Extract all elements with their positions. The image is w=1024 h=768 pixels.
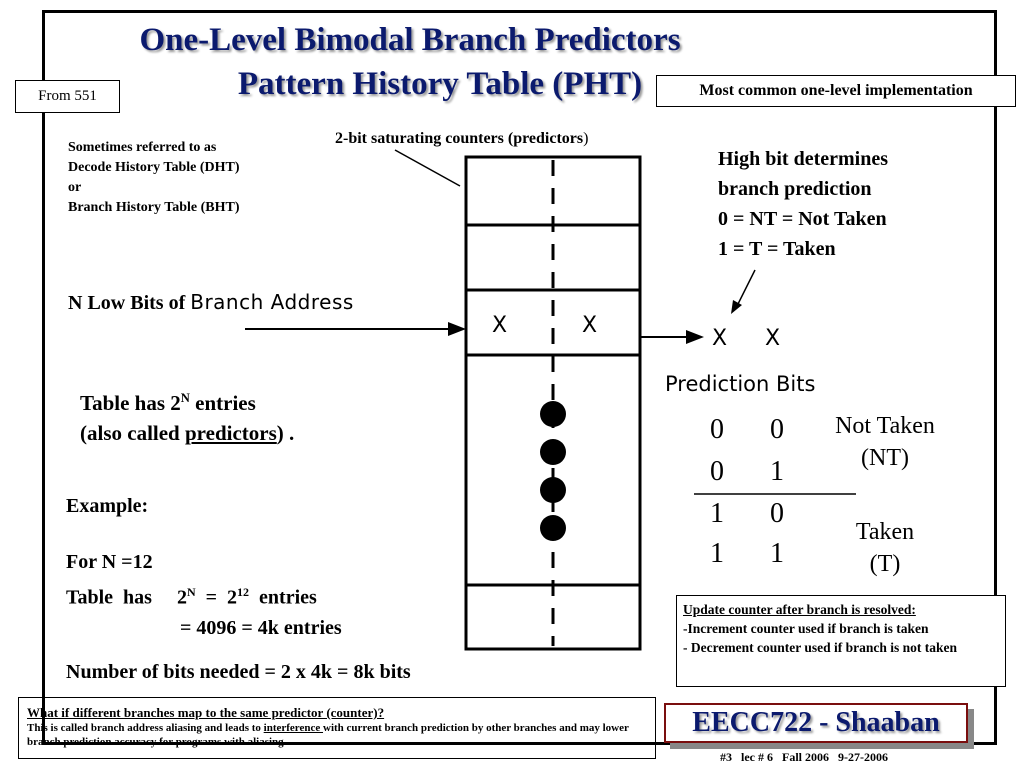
example-line-3: = 4096 = 4k entries bbox=[180, 616, 342, 639]
aliasing-text-a: This is called branch address aliasing and leads to bbox=[27, 722, 264, 734]
not-taken-label bbox=[830, 410, 940, 474]
state-row-2-low: 0 bbox=[770, 498, 784, 529]
ellipsis-dot bbox=[540, 515, 566, 541]
state-row-1-low: 1 bbox=[770, 456, 784, 487]
counters-label-paren: ) bbox=[583, 130, 589, 147]
entries-text bbox=[80, 383, 294, 448]
aka-line-4: Branch History Table (BHT) bbox=[68, 200, 240, 215]
example-line-2-sup-1: N bbox=[186, 585, 196, 599]
state-row-2-high: 1 bbox=[710, 498, 724, 529]
aliasing-text bbox=[27, 721, 647, 749]
taken-label bbox=[830, 516, 940, 580]
example-line-2-c: entries bbox=[249, 586, 317, 609]
aliasing-question: What if different branches map to the same predictor (counter)? bbox=[27, 705, 385, 720]
example-heading: Example: bbox=[66, 495, 149, 517]
prediction-bit-low: X bbox=[765, 326, 781, 351]
state-row-0-low: 0 bbox=[770, 414, 784, 445]
ellipsis-dot bbox=[540, 439, 566, 465]
output-arrow-head bbox=[686, 330, 704, 344]
counters-label-text: 2-bit saturating counters (predictors bbox=[335, 130, 584, 147]
title-line-2: Pattern History Table (PHT) bbox=[237, 66, 643, 102]
slide-info: #3 lec # 6 Fall 2006 9-27-2006 bbox=[720, 750, 888, 764]
entries-line-1 bbox=[80, 383, 294, 418]
taken-line-2: (T) bbox=[869, 551, 901, 577]
update-line-2: - Decrement counter used if branch is not taken bbox=[683, 640, 957, 655]
address-label-prefix: N Low Bits of bbox=[68, 292, 186, 314]
state-row-3-low: 1 bbox=[770, 538, 784, 569]
aliasing-text-b: with current branch prediction by other branches and may lower branch prediction accuracy for programs with aliasing. bbox=[27, 722, 629, 748]
entries-line-1-prefix: Table has 2 bbox=[80, 391, 181, 415]
entries-line-2 bbox=[80, 418, 294, 448]
high-bit-line-1: High bit determines bbox=[718, 148, 888, 170]
update-heading: Update counter after branch is resolved: bbox=[683, 602, 916, 617]
aliasing-note-box bbox=[18, 697, 656, 759]
entries-line-1-suffix: entries bbox=[189, 391, 256, 415]
address-label bbox=[68, 290, 354, 315]
title-line-1: One-Level Bimodal Branch Predictors bbox=[139, 22, 681, 58]
aliasing-text-underlined: interference bbox=[263, 722, 324, 734]
example-line-2-b: = 2 bbox=[195, 586, 238, 609]
high-bit-arrow-head bbox=[731, 300, 742, 314]
address-label-hand: Branch Address bbox=[190, 290, 354, 314]
example-line-2-a: Table has 2 bbox=[66, 586, 187, 609]
example-line-2 bbox=[66, 577, 342, 613]
ellipsis-dot bbox=[540, 401, 566, 427]
update-line-1: -Increment counter used if branch is taken bbox=[683, 621, 929, 636]
entries-line-1-sup: N bbox=[180, 391, 190, 405]
entries-line-2-prefix: (also called bbox=[80, 421, 185, 445]
not-taken-line-1: Not Taken bbox=[835, 413, 935, 439]
address-arrow-head bbox=[448, 322, 466, 336]
high-bit-line-4: 1 = T = Taken bbox=[718, 238, 836, 260]
aka-line-2: Decode History Table (DHT) bbox=[68, 160, 240, 175]
example-line-2-sup-2: 12 bbox=[237, 585, 250, 599]
high-bit-line-3: 0 = NT = Not Taken bbox=[718, 208, 887, 230]
example-text bbox=[66, 547, 342, 643]
high-bit-line-2: branch prediction bbox=[718, 178, 872, 200]
taken-line-1: Taken bbox=[855, 519, 915, 545]
example-line-1: For N =12 bbox=[66, 551, 153, 573]
table-bit-high: X bbox=[492, 313, 508, 338]
state-row-0-high: 0 bbox=[710, 414, 724, 445]
table-bit-low: X bbox=[582, 313, 598, 338]
prediction-bits-label: Prediction Bits bbox=[665, 372, 816, 396]
counters-leader-line bbox=[395, 150, 460, 186]
state-row-3-high: 1 bbox=[710, 538, 724, 569]
bits-needed-line: Number of bits needed = 2 x 4k = 8k bits bbox=[66, 661, 411, 683]
update-counter-box bbox=[676, 595, 1006, 687]
entries-line-2-underlined: predictors bbox=[185, 421, 277, 445]
common-implementation-box: Most common one-level implementation bbox=[656, 75, 1016, 107]
ellipsis-dot bbox=[540, 477, 566, 503]
prediction-bit-high: X bbox=[712, 326, 728, 351]
high-bit-arrow bbox=[738, 270, 755, 304]
state-row-1-high: 0 bbox=[710, 456, 724, 487]
aka-line-3: or bbox=[68, 180, 82, 195]
aka-line-1: Sometimes referred to as bbox=[68, 140, 217, 155]
course-badge: EECC722 - Shaaban bbox=[664, 703, 968, 743]
from-551-box: From 551 bbox=[15, 80, 120, 113]
not-taken-line-2: (NT) bbox=[861, 445, 909, 471]
entries-line-2-suffix: ) . bbox=[276, 421, 295, 445]
